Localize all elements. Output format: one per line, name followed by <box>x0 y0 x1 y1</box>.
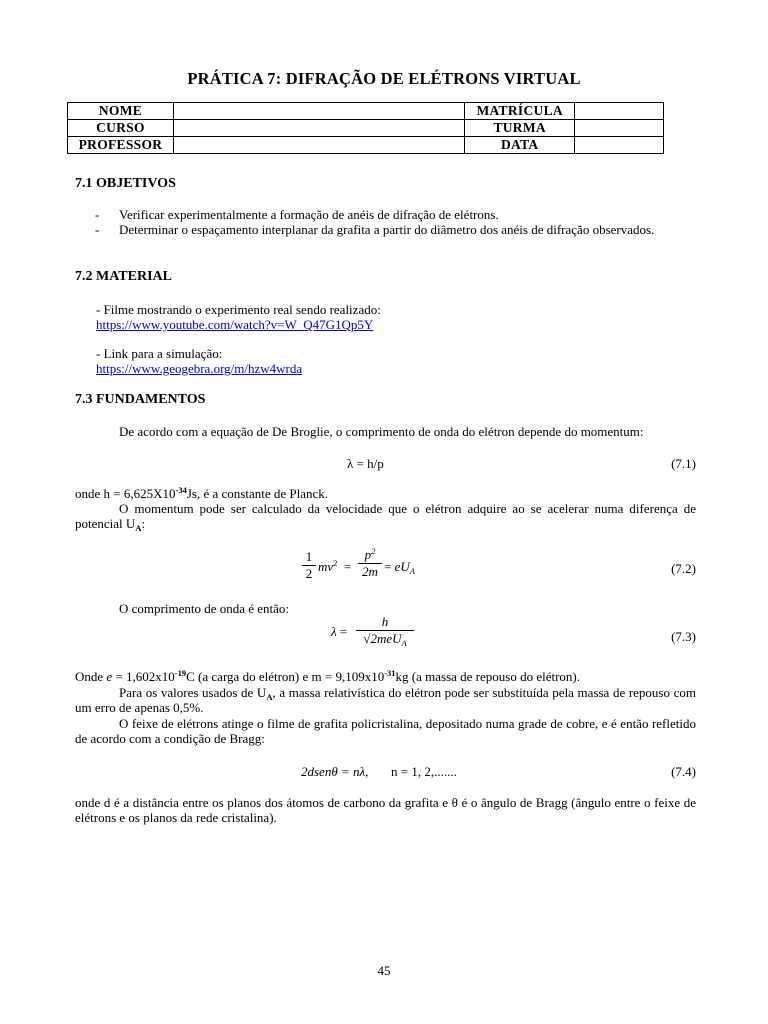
data-label: DATA <box>465 137 575 154</box>
nome-field[interactable] <box>173 103 464 120</box>
page-number: 45 <box>377 963 391 978</box>
page-title: PRÁTICA 7: DIFRAÇÃO DE ELÉTRONS VIRTUAL <box>187 69 581 88</box>
bullet-dash: - <box>95 207 100 222</box>
curso-field[interactable] <box>173 120 464 137</box>
equation-7-4: 2dsenθ = nλ, <box>301 764 369 779</box>
kinetic-term: $mv^2$ = <box>318 558 352 574</box>
nome-label: NOME <box>68 103 174 120</box>
film-link[interactable]: https://www.youtube.com/watch?v=W_Q47G1Qp5Y <box>96 317 374 332</box>
simulation-label: - Link para a simulação: <box>96 346 223 361</box>
paragraph-momentum: O momentum pode ser calculado da velocidade que o elétron adquire ao se acelerar numa diferença de potencial $U_A$: <box>75 501 696 533</box>
planck-text: onde $h = 6,625X10^{-34}Js$, é a constante de Planck. <box>75 485 328 501</box>
simulation-link[interactable]: https://www.geogebra.org/m/hzw4wrda <box>96 361 303 376</box>
professor-label: PROFESSOR <box>68 137 174 154</box>
section-heading-objetivos: 7.1 OBJETIVOS <box>75 176 176 191</box>
student-info-table <box>67 102 664 154</box>
objective-item: Determinar o espaçamento interplanar da grafita a partir do diâmetro dos anéis de difração observados. <box>119 222 655 237</box>
equation-7-4-orders: n = 1, 2,....... <box>391 764 457 779</box>
lambda-symbol: λ = <box>331 624 348 639</box>
equation-number: (7.1) <box>671 456 696 471</box>
equation-number: (7.2) <box>671 561 696 576</box>
professor-field[interactable] <box>173 137 464 154</box>
objective-item: Verificar experimentalmente a formação de anéis de difração de elétrons. <box>119 207 499 222</box>
matricula-field[interactable] <box>575 103 664 120</box>
paragraph-bragg: O feixe de elétrons atinge o filme de grafita policristalina, depositado numa grade de cobre, e é então refletido de acordo com a condição de Bragg: <box>75 716 696 746</box>
film-label: - Filme mostrando o experimento real sendo realizado: <box>96 302 381 317</box>
matricula-label: MATRÍCULA <box>465 103 575 120</box>
constants-text: Onde $e = 1,602x10^{-19}C$ (a carga do elétron) e $m = 9,109x10^{-31}kg$ (a massa de repouso do elétron). <box>75 668 581 684</box>
section-heading-material: 7.2 MATERIAL <box>75 269 172 284</box>
bullet-dash: - <box>95 222 100 237</box>
equation-number: (7.4) <box>671 764 696 779</box>
data-field[interactable] <box>575 137 664 154</box>
paragraph-relativistic: Para os valores usados de $U_A$, a massa relativística do elétron pode ser substituída pela massa de repouso com um erro de apenas 0,5%. <box>75 685 696 715</box>
turma-label: TURMA <box>465 120 575 137</box>
curso-label: CURSO <box>68 120 174 137</box>
fraction-p2-2m: $p^2$ 2m <box>358 547 382 580</box>
wavelength-intro: O comprimento de onda é então: <box>119 601 290 616</box>
equation-7-1: λ = h/p <box>347 456 384 471</box>
turma-field[interactable] <box>575 120 664 137</box>
fraction-h-sqrt: h √2meU$_A$ <box>356 614 414 647</box>
paragraph-de-broglie: De acordo com a equação de De Broglie, o comprimento de onda do elétron depende do momentum: <box>119 424 644 439</box>
paragraph-bragg-definition: onde d é a distância entre os planos dos átomos de carbono da grafita e θ é o ângulo de Bragg (ângulo entre o feixe de elétrons e os planos da rede cristalina). <box>75 795 696 825</box>
section-heading-fundamentos: 7.3 FUNDAMENTOS <box>75 392 206 407</box>
potential-term: = $eU_A$ <box>384 559 415 576</box>
equation-number: (7.3) <box>671 629 696 644</box>
fraction-one-half: 1 2 <box>302 549 316 582</box>
